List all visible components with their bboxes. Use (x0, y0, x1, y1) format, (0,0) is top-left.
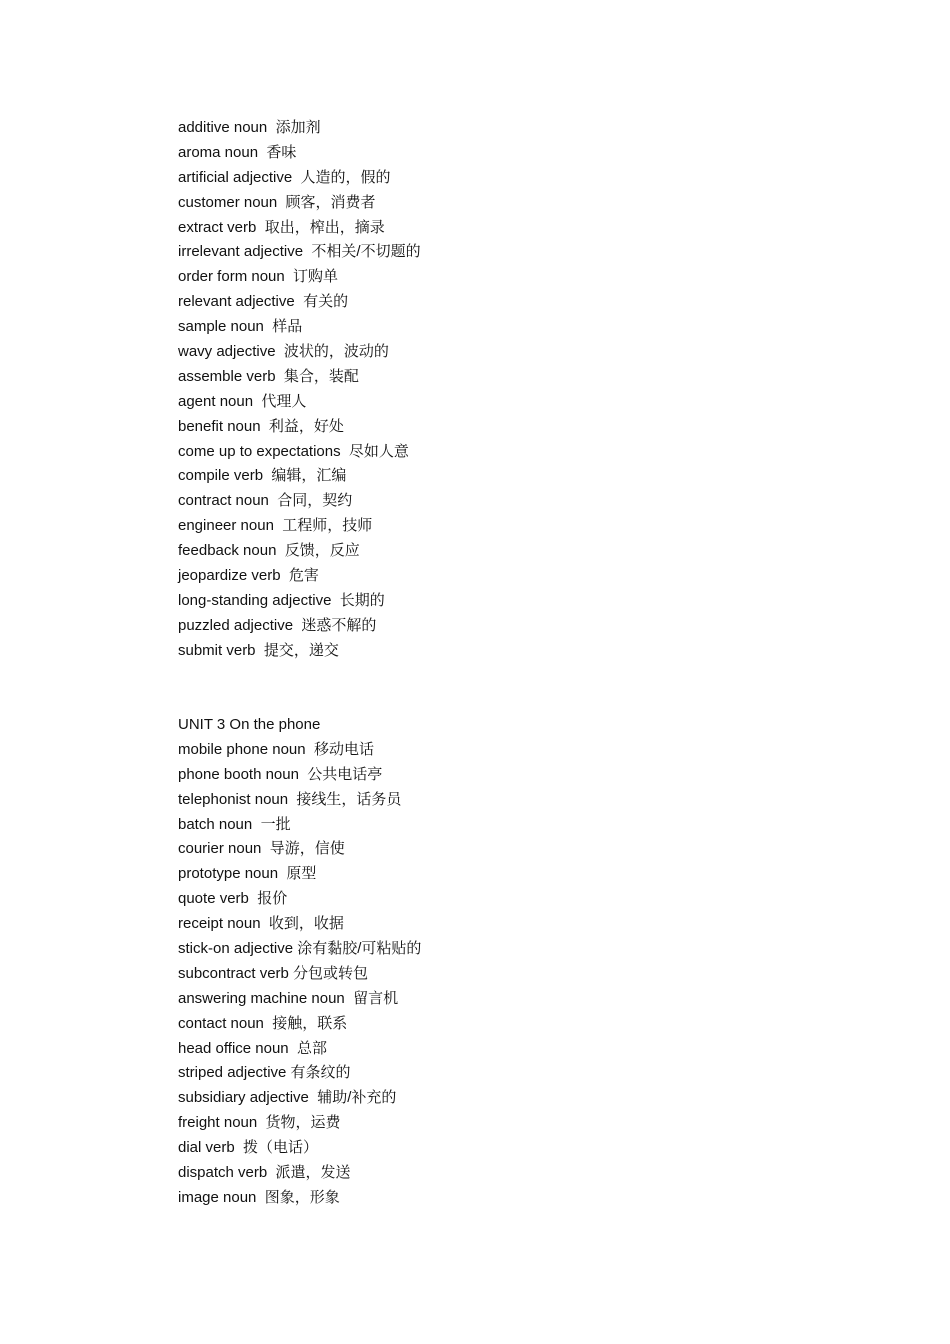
vocab-line-dial: dial verb 拨（电话） (178, 1139, 319, 1157)
vocab-line-agent: agent noun 代理人 (178, 392, 307, 410)
vocab-line-wavy: wavy adjective 波状的，波动的 (178, 343, 389, 361)
vocab-line-stick-on: stick-on adjective 涂有黏胶/可粘贴的 (178, 940, 422, 958)
vocab-line-telephonist: telephonist noun 接线生，话务员 (178, 790, 402, 808)
vocabulary-list-unit-2 (178, 116, 878, 664)
vocab-line-customer: customer noun 顾客，消费者 (178, 193, 376, 211)
vocab-line-jeopardize: jeopardize verb 危害 (178, 567, 319, 585)
vocab-line-artificial: artificial adjective 人造的，假的 (178, 168, 391, 186)
vocab-line-long-standing: long-standing adjective 长期的 (178, 591, 385, 609)
vocab-line-freight: freight noun 货物，运费 (178, 1114, 341, 1132)
unit-heading: UNIT 3 On the phone (178, 716, 321, 733)
vocab-line-courier: courier noun 导游，信使 (178, 840, 345, 858)
vocab-line-subcontract: subcontract verb 分包或转包 (178, 964, 369, 982)
vocab-line-additive: additive noun 添加剂 (178, 119, 321, 136)
vocab-line-come-up-to-expectations: come up to expectations 尽如人意 (178, 442, 409, 460)
vocab-line-engineer: engineer noun 工程师，技师 (178, 517, 373, 535)
vocab-line-relevant: relevant adjective 有关的 (178, 293, 349, 311)
vocab-line-image: image noun 图象，形象 (178, 1188, 340, 1206)
vocab-line-dispatch: dispatch verb 派遣，发送 (178, 1164, 351, 1182)
vocab-line-head-office: head office noun 总部 (178, 1039, 327, 1057)
vocab-line-subsidiary: subsidiary adjective 辅助/补充的 (178, 1089, 397, 1107)
vocab-line-irrelevant: irrelevant adjective 不相关/不切题的 (178, 243, 421, 261)
vocab-line-receipt: receipt noun 收到，收据 (178, 915, 344, 933)
vocabulary-list-unit-3 (178, 713, 878, 1211)
vocab-line-benefit: benefit noun 利益，好处 (178, 417, 344, 435)
vocab-line-assemble: assemble verb 集合，装配 (178, 367, 359, 385)
vocab-line-compile: compile verb 编辑，汇编 (178, 467, 347, 485)
vocab-line-contract: contract noun 合同，契约 (178, 492, 353, 510)
vocab-line-quote: quote verb 报价 (178, 890, 288, 908)
vocab-line-puzzled: puzzled adjective 迷惑不解的 (178, 616, 377, 634)
vocab-line-phone-booth: phone booth noun 公共电话亭 (178, 765, 383, 783)
vocab-line-prototype: prototype noun 原型 (178, 865, 317, 883)
vocab-line-feedback: feedback noun 反馈，反应 (178, 542, 360, 560)
vocab-line-submit: submit verb 提交，递交 (178, 641, 339, 659)
vocab-line-aroma: aroma noun 香味 (178, 143, 297, 161)
vocab-line-extract: extract verb 取出，榨出，摘录 (178, 218, 385, 236)
vocab-line-mobile-phone: mobile phone noun 移动电话 (178, 740, 374, 758)
vocab-line-answering-machine: answering machine noun 留言机 (178, 989, 399, 1007)
vocab-line-contact: contact noun 接触，联系 (178, 1014, 348, 1032)
vocab-line-order-form: order form noun 订购单 (178, 268, 339, 286)
vocab-line-batch: batch noun 一批 (178, 815, 291, 833)
vocab-line-striped: striped adjective 有条纹的 (178, 1064, 351, 1082)
vocab-line-sample: sample noun 样品 (178, 318, 303, 336)
